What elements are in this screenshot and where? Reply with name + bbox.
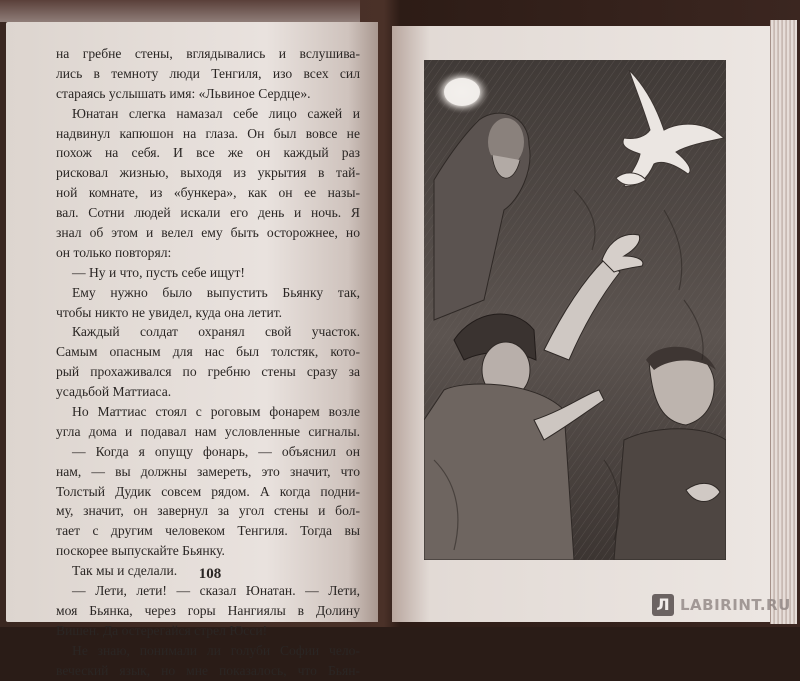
text-line: рисковал жизнью, выходя из укрытия в тай- [56,165,360,181]
text-line: Самым опасным для нас был толстяк, кото- [56,344,360,360]
labirint-watermark [652,594,792,616]
text-line: надвинул капюшон на глаза. Он был вовсе не [56,125,360,141]
text-line: моя Бьянка, через горы Нангиялы в Долину [56,602,360,618]
text-line: лись в темноту люди Тенгиля, изо всех сил [56,65,360,81]
text-line: ной комнате, из «бункера», как он ее назы- [56,185,360,201]
text-line: Ему нужно было выпустить Бьянку так, [72,284,360,300]
text-line: тает с другим человеком Тенгиля. Тогда вы [56,523,360,539]
text-line: рый прохаживался по гребню стены сразу за [56,364,360,380]
text-line: Каждый солдат охранял свой участок. [72,324,360,340]
watermark-text: LABIRINT.RU [680,596,791,614]
text-line: Так мы и сделали. [72,563,178,579]
text-line: нам, — вы должны замереть, это значит, что [56,463,360,479]
text-line: — Когда я опущу фонарь, — объяснил он [72,443,360,459]
text-line: он только повторял: [56,244,172,260]
text-line: Но Маттиас стоял с роговым фонарем возле [72,404,360,420]
text-line: вал. Сотни людей искали его день и ночь. Я [56,205,360,221]
illustration [424,60,726,560]
text-line: знал об этом и велел ему быть осторожнее, но [56,225,360,241]
text-line: Толстый Дудик совсем рядом. А когда подни- [56,483,360,499]
text-line: Не знаю, понимали ли голуби Софии чело- [72,642,360,658]
text-line: угла дома и подавал нам условленные сигналы. [56,423,360,439]
text-line: — Лети, лети! — сказал Юнатан. — Лети, [72,583,360,599]
text-line: усадьбой Маттиаса. [56,384,172,400]
text-line: на гребне стены, вглядывались и вслушива- [56,46,360,61]
body-text [56,44,360,681]
text-line: похож на себя. И все же он каждый раз [56,145,360,161]
text-line: — Ну и что, пусть себе ищут! [72,264,245,280]
text-line: чтобы никто не увидел, куда она летит. [56,304,283,320]
cover-edge [0,0,360,22]
page-edges [770,20,797,624]
text-line: поскорее выпускайте Бьянку. [56,543,225,559]
page-number: 108 [198,566,222,582]
text-line: веческий язык, но мне показалось, что Бьян- [56,662,360,678]
text-line: му, значит, он завернул за угол стены и бол- [56,503,360,519]
illustration-drawing [424,60,726,560]
text-line: Вишен. Да остерегайся стрел Юсси! [56,622,268,638]
text-line: Юнатан слегка намазал себе лицо сажей и [72,105,360,121]
labirint-logo-icon: Л [652,594,674,616]
text-line: стараясь услышать имя: «Львиное Сердце». [56,85,311,101]
